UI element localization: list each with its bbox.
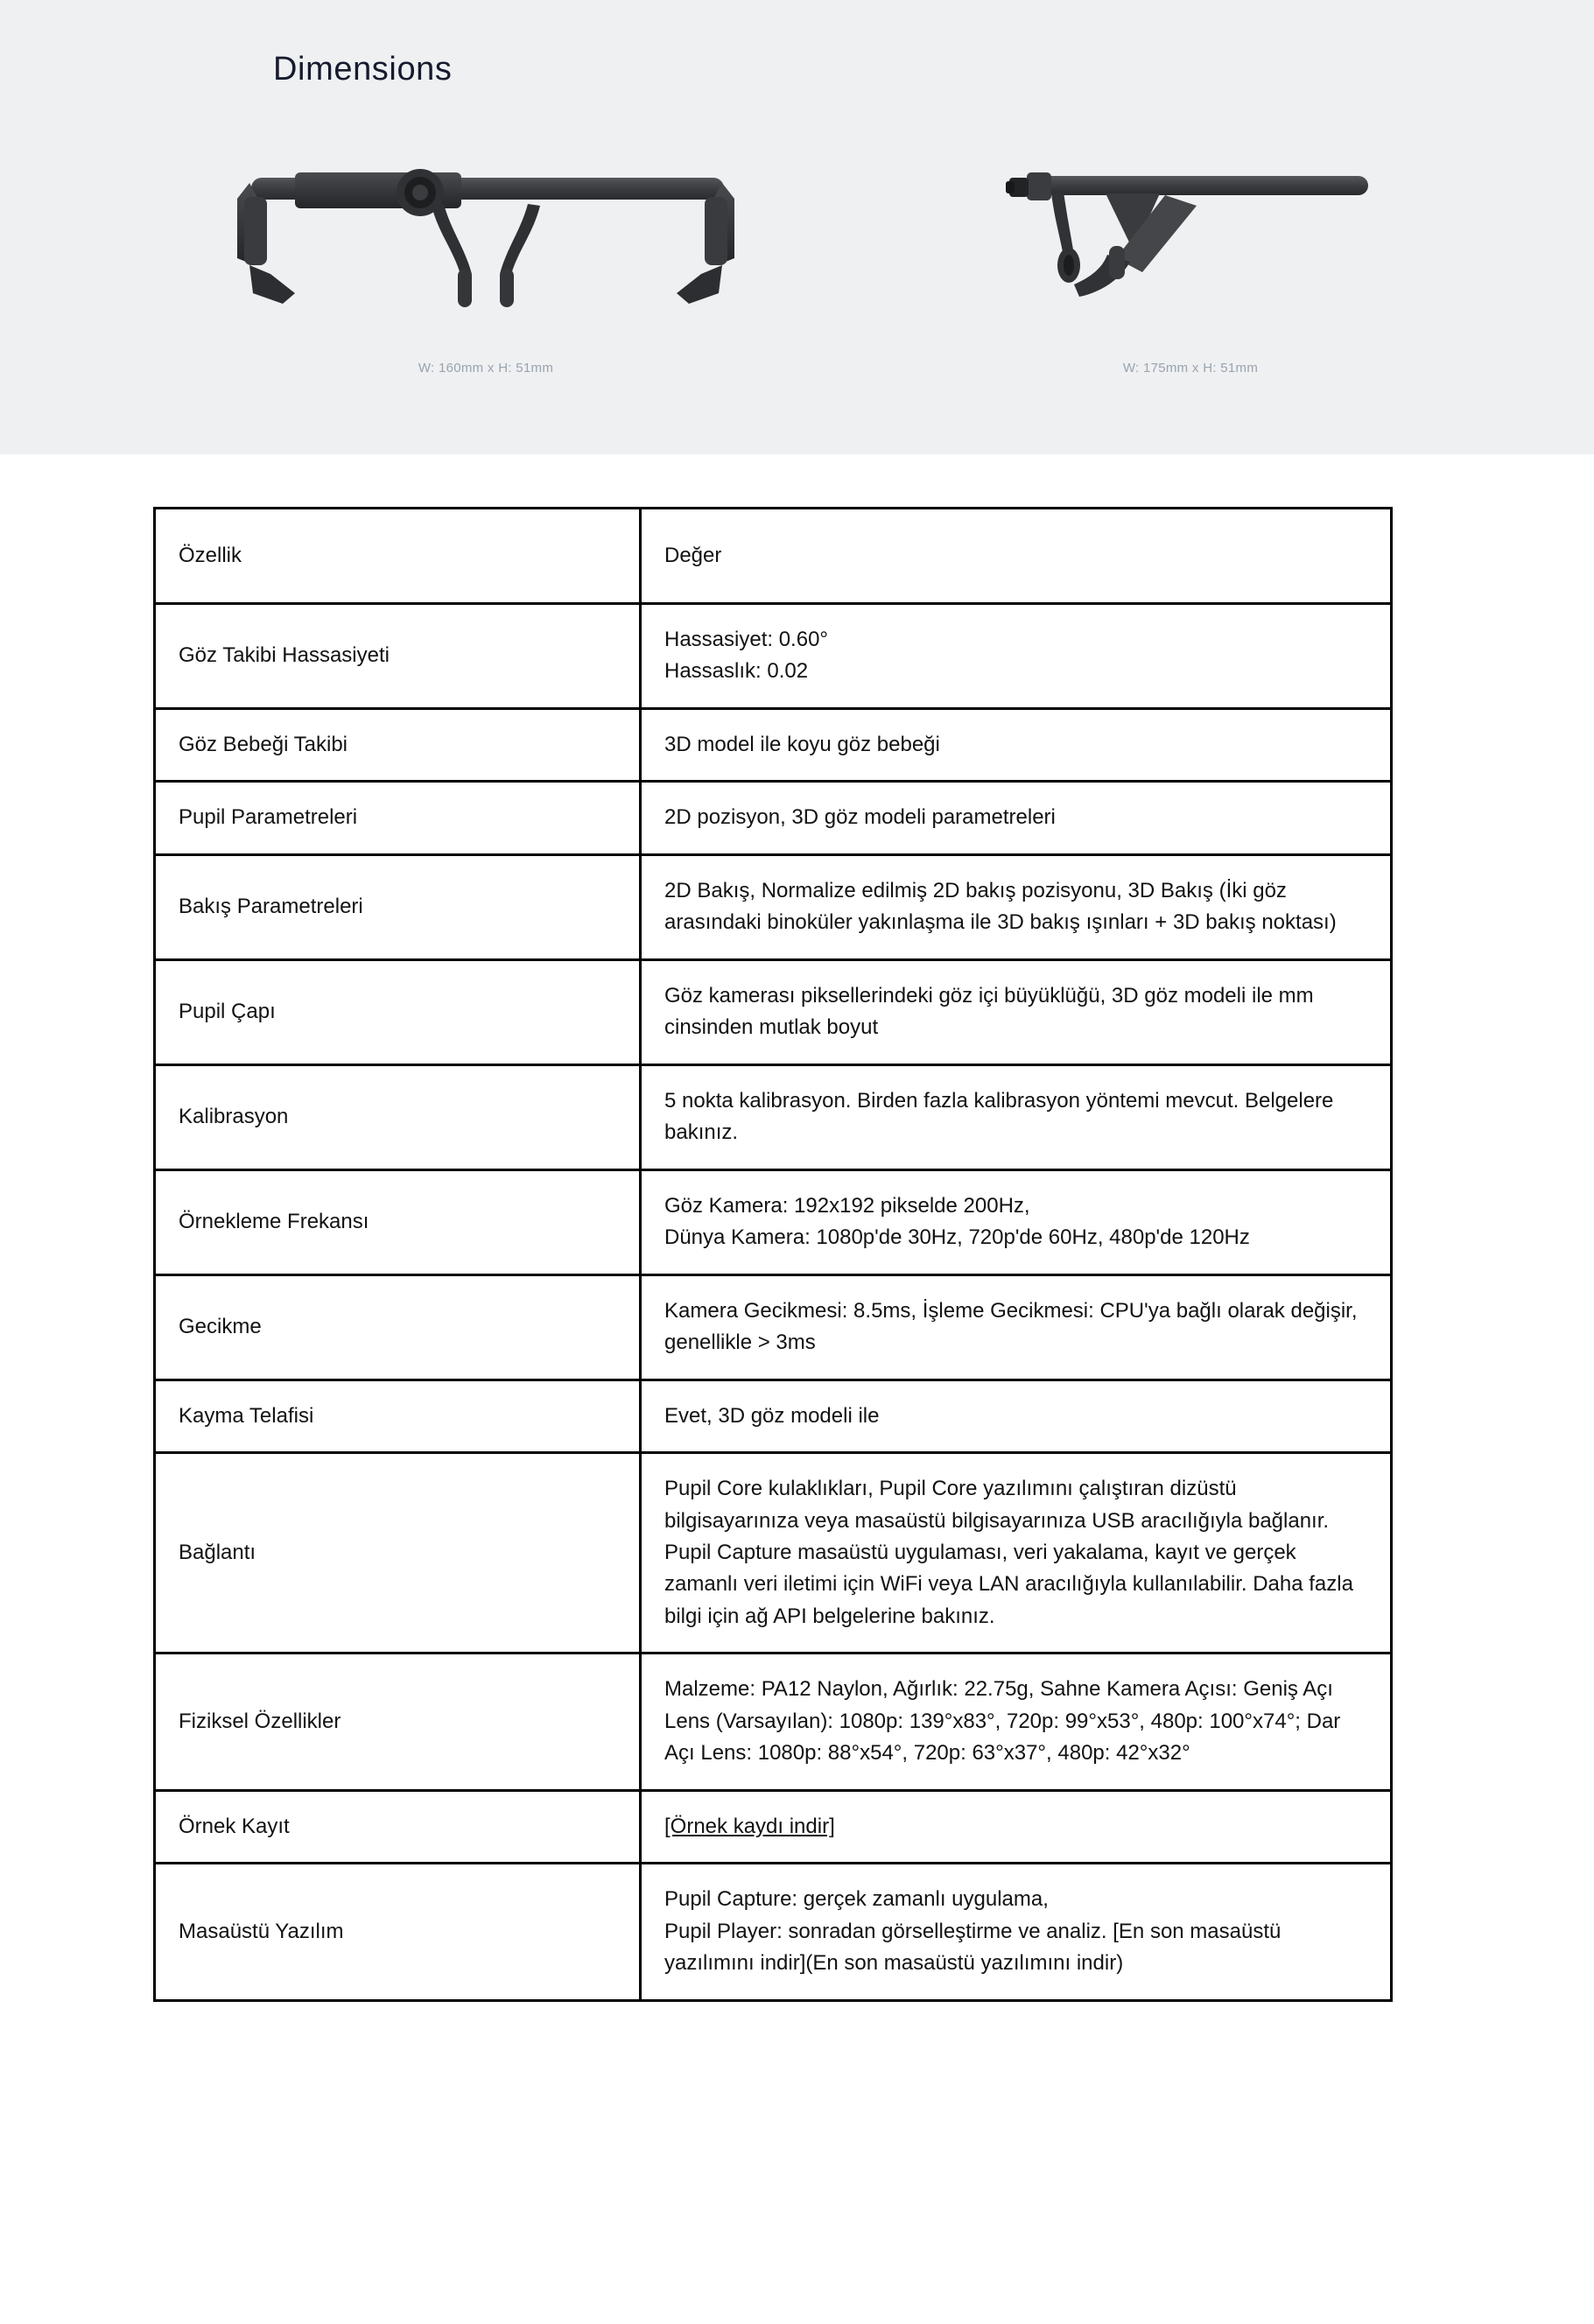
row-value: Kamera Gecikmesi: 8.5ms, İşleme Gecikmesi: CPU'ya bağlı olarak değişir, genellikle > 3ms <box>641 1274 1392 1380</box>
page-title: Dimensions <box>273 51 453 88</box>
row-value: 2D pozisyon, 3D göz modeli parametreleri <box>641 782 1392 854</box>
product-images-row <box>0 149 1594 376</box>
value-line: Pupil Capture: gerçek zamanlı uygulama, <box>664 1887 1049 1912</box>
row-value: Göz kamerası piksellerindeki göz içi büyüklüğü, 3D göz modeli ile mm cinsinden mutlak boyut <box>641 959 1392 1064</box>
table-row <box>155 782 1392 854</box>
table-row <box>155 1169 1392 1274</box>
table-row <box>155 604 1392 709</box>
row-value <box>641 1864 1392 2000</box>
row-value: 3D model ile koyu göz bebeği <box>641 708 1392 781</box>
row-key: Kalibrasyon <box>155 1064 641 1169</box>
value-line: Hassaslık: 0.02 <box>664 659 809 684</box>
row-value <box>641 1790 1392 1863</box>
table-row <box>155 1064 1392 1169</box>
value-line: Pupil Player: sonradan görselleştirme ve analiz. [En son masaüstü yazılımını indir](En son masaüstü yazılımını indir) <box>664 1919 1282 1976</box>
sample-recording-download-link[interactable]: [Örnek kaydı indir] <box>664 1814 835 1838</box>
value-line: Dünya Kamera: 1080p'de 30Hz, 720p'de 60Hz, 480p'de 120Hz <box>664 1225 1250 1250</box>
value-line: Hassasiyet: 0.60° <box>664 628 829 651</box>
glasses-front-image <box>96 149 875 315</box>
product-side-view <box>884 149 1497 376</box>
table-row <box>155 1380 1392 1452</box>
table-row <box>155 1274 1392 1380</box>
glasses-side-image <box>884 149 1497 315</box>
table-row <box>155 1790 1392 1863</box>
row-value: Evet, 3D göz modeli ile <box>641 1380 1392 1452</box>
row-value <box>641 604 1392 709</box>
row-value <box>641 1169 1392 1274</box>
row-key: Göz Takibi Hassasiyeti <box>155 604 641 709</box>
table-row <box>155 1453 1392 1653</box>
row-key: Bağlantı <box>155 1453 641 1653</box>
row-key: Örnek Kayıt <box>155 1790 641 1863</box>
table-row <box>155 708 1392 781</box>
row-key: Kayma Telafisi <box>155 1380 641 1452</box>
product-front-caption: W: 160mm x H: 51mm <box>418 361 554 376</box>
row-key: Örnekleme Frekansı <box>155 1169 641 1274</box>
row-key: Pupil Çapı <box>155 959 641 1064</box>
table-row <box>155 854 1392 959</box>
spec-table-wrapper <box>0 454 1594 2142</box>
row-key: Pupil Parametreleri <box>155 782 641 854</box>
product-front-view <box>96 149 875 376</box>
product-side-caption: W: 175mm x H: 51mm <box>1122 361 1259 376</box>
row-key: Gecikme <box>155 1274 641 1380</box>
table-row <box>155 959 1392 1064</box>
row-value: 2D Bakış, Normalize edilmiş 2D bakış pozisyonu, 3D Bakış (İki göz arasındaki binoküler yakınlaşma ile 3D bakış ışınları + 3D bakış noktası) <box>641 854 1392 959</box>
spec-table <box>153 507 1393 2002</box>
row-value: 5 nokta kalibrasyon. Birden fazla kalibrasyon yöntemi mevcut. Belgelere bakınız. <box>641 1064 1392 1169</box>
dimensions-hero <box>0 0 1594 454</box>
row-key: Masaüstü Yazılım <box>155 1864 641 2000</box>
value-line: Göz Kamera: 192x192 pikselde 200Hz, <box>664 1193 1030 1218</box>
table-row <box>155 1653 1392 1790</box>
row-key: Göz Bebeği Takibi <box>155 708 641 781</box>
row-value: Pupil Core kulaklıkları, Pupil Core yazılımını çalıştıran dizüstü bilgisayarınıza veya masaüstü bilgisayarınıza USB aracılığıyla bağlanır. Pupil Capture masaüstü uygulaması, veri yakalama, kayıt ve gerçek zamanlı veri iletimi için WiFi veya LAN aracılığıyla kullanılabilir. Daha fazla bilgi için ağ API belgelerine bakınız. <box>641 1453 1392 1653</box>
table-header-row <box>155 509 1392 604</box>
row-value: Malzeme: PA12 Naylon, Ağırlık: 22.75g, Sahne Kamera Açısı: Geniş Açı Lens (Varsayılan): 1080p: 139°x83°, 720p: 99°x53°, 480p: 100°x74°; Dar Açı Lens: 1080p: 88°x54°, 720p: 63°x37°, 480p: 42°x32° <box>641 1653 1392 1790</box>
row-key: Bakış Parametreleri <box>155 854 641 959</box>
table-row <box>155 1864 1392 2000</box>
column-header-feature: Özellik <box>155 509 641 604</box>
column-header-value: Değer <box>641 509 1392 604</box>
row-key: Fiziksel Özellikler <box>155 1653 641 1790</box>
